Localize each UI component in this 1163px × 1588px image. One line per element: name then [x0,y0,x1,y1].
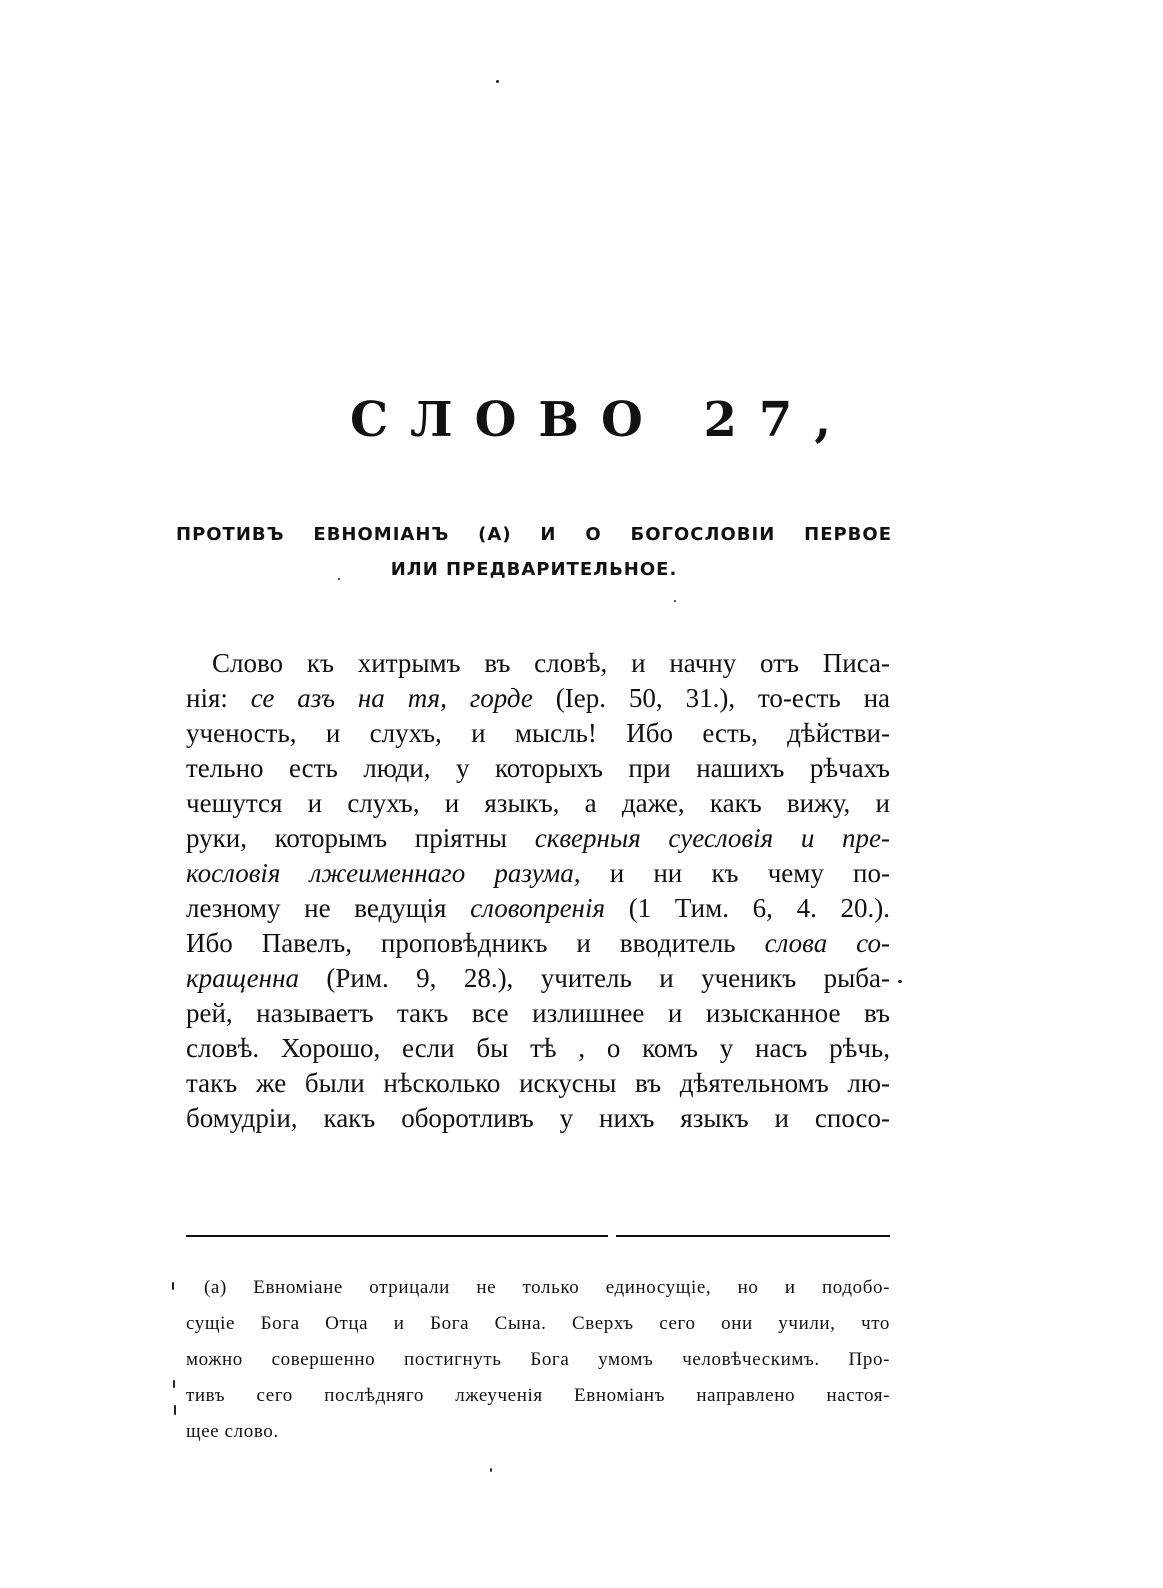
body-line: кословія лжеименнаго разума, и ни къ чему по- [186,858,890,888]
footnote-separator-left [186,1235,608,1237]
footnote-line: сущіе Бога Отца и Бога Сына. Сверхъ сего они учили, что [186,1313,890,1334]
chapter-subtitle-line-2: ИЛИ ПРЕДВАРИТЕЛЬНОЕ. [390,559,678,580]
footnote-line: (а) Евноміане отрицали не только единосущіе, но и подобо- [204,1277,890,1298]
body-line: такъ же были нѣсколько искусны въ дѣятельномъ лю- [186,1068,890,1098]
body-italic-run: се азъ на тя, горде [250,683,533,713]
body-line: ученость, и слухъ, и мысль! Ибо есть, дѣйстви- [186,718,890,748]
chapter-title: СЛОВО 27, [349,392,854,448]
body-line: рей, называетъ такъ все излишнее и изысканное въ [186,998,890,1028]
scan-speck [174,1405,176,1415]
chapter-subtitle-line-1: ПРОТИВЪ ЕВНОМІАНЪ (А) И О БОГОСЛОВІИ ПЕРВОЕ [176,524,892,545]
scan-speck [496,80,499,83]
body-line: тельно есть люди, у которыхъ при нашихъ рѣчахъ [186,753,890,783]
body-italic-run: словопренія [470,893,606,923]
body-line: лезному не ведущія словопренія (1 Тим. 6, 4. 20.). [186,893,891,923]
body-italic-run: кращенна [186,963,299,993]
body-italic-run: скверныя суесловія и пре- [534,823,890,853]
body-line: чешутся и слухъ, и языкъ, а даже, какъ вижу, и [186,788,890,818]
footnote-line: можно совершенно постигнуть Бога умомъ человѣческимъ. Про- [186,1349,890,1370]
body-line: руки, которымъ пріятны скверныя суесловія и пре- [186,823,890,853]
body-italic-run: кословія лжеименнаго разума, [186,858,581,888]
footnote-line: тивъ сего послѣдняго лжеученія Евноміанъ направлено настоя- [186,1385,890,1406]
body-italic-run: слова со- [764,928,890,958]
footnote-line: щее слово. [186,1421,279,1442]
body-line: нія: се азъ на тя, горде (Іер. 50, 31.), то-есть на [186,683,890,713]
scan-speck [173,1380,175,1388]
body-line: кращенна (Рим. 9, 28.), учитель и ученикъ рыба- [186,963,890,993]
scan-speck [674,600,676,602]
body-line: Ибо Павелъ, проповѣдникъ и вводитель слова со- [186,928,890,958]
scan-speck [898,980,902,983]
body-line: Слово къ хитрымъ въ словѣ, и начну отъ Писа- [212,648,890,678]
scan-speck [172,1282,174,1290]
footnote-separator-right [616,1235,890,1237]
scan-speck [490,1468,492,1472]
body-line: словѣ. Хорошо, если бы тѣ , о комъ у насъ рѣчь, [186,1033,890,1063]
body-line: бомудріи, какъ оборотливъ у нихъ языкъ и спосо- [186,1103,890,1133]
